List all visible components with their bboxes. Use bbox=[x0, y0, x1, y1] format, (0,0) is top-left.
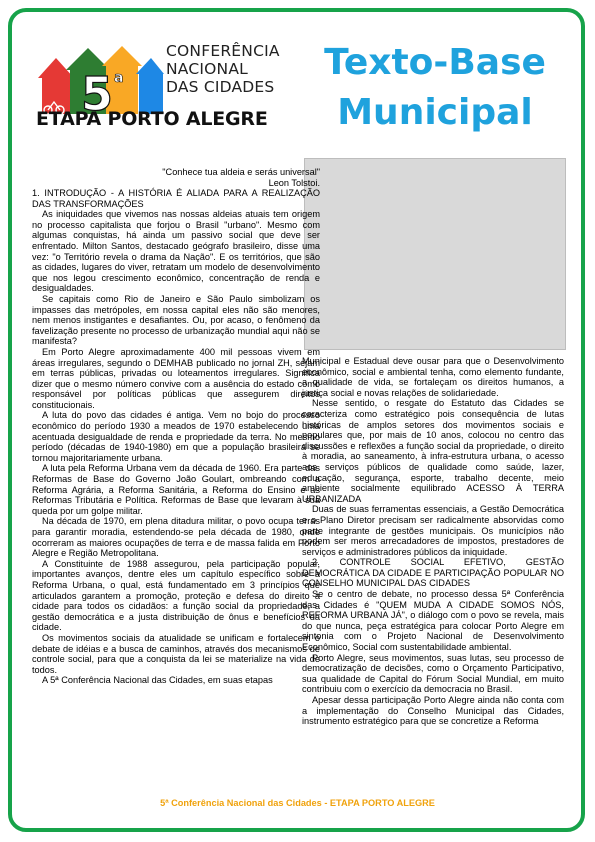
paragraph: A luta pela Reforma Urbana vem da década de 1960. Era parte das Reformas de Base do Governo João Goulart, ombreando com a Reforma Agrária, a Reforma Sanitária, a Reforma do Ensino e as Reformas Tributária e Política. Reformas de Base que levaram à sua queda por um golpe militar. bbox=[32, 463, 320, 516]
paragraph: Porto Alegre, seus movimentos, suas lutas, seu processo de democratização de decisões, como o Orçamento Participativo, sua qualidade de Capital do Fórum Social Mundial, em muito contribuiu com o exercício da democracia no Brasil. bbox=[302, 652, 564, 695]
paragraph: A 5ª Conferência Nacional das Cidades, em suas etapas bbox=[42, 675, 273, 686]
logo-number-suffix: a bbox=[114, 70, 124, 86]
logo-number: 5 bbox=[81, 67, 114, 121]
paragraph: As iniquidades que vivemos nas nossas aldeias atuais tem origem no processo capitalista que forjou o Brasil "urbano". Mesmo com algumas conquistas, há ainda um passivo social que deve ser enfrentado. Milton Santos, destacado geógrafo brasileiro, disse uma vez: "o Território revela o drama da Nação". E os territórios, que são as cidades, lugares do viver, retratam um modelo de desenvolvimento que nos legou crescimento econômico, concentração de renda e desigualdades. bbox=[32, 209, 320, 294]
conference-name bbox=[166, 42, 280, 96]
text-column-right bbox=[302, 356, 564, 727]
epigraph bbox=[40, 167, 320, 188]
text-column-left bbox=[32, 188, 320, 686]
etapa-label: ETAPA PORTO ALEGRE bbox=[36, 108, 268, 130]
paragraph: A Constituinte de 1988 assegurou, pela participação popular, importantes avanços, dentre eles um capítulo específico sobre a Reforma Urbana, o qual, está fundamentado em 3 princípios que articulados garantem a promoção, proteção e defesa do direito à cidade para todos os cidadãos: a função social da propriedade, a gestão democrática e a justa distribuição de ônus e benefícios da cidade. bbox=[32, 558, 320, 633]
conference-name-line2: NACIONAL bbox=[166, 60, 248, 78]
conference-logo bbox=[36, 40, 296, 140]
paragraph: Os movimentos sociais da atualidade se unificam e fortalecem o debate de idéias e a busca de caminhos, através dos mecanismos de controle social, para que a conquista da lei se materialize na vida de todos. bbox=[32, 632, 320, 675]
paragraph: Se o centro de debate, no processo dessa 5ª Conferência das Cidades é "QUEM MUDA A CIDADE SOMOS NÓS, REFORMA URBANA JÁ", o diálogo com o povo se revela, mais do que nunca, peça estratégica para colocar Porto Alegre em sintonia com o Projeto Nacional de Desenvolvimento Econômico, Social com sustentabilidade ambiental. bbox=[302, 589, 564, 653]
city-photo bbox=[304, 158, 566, 350]
paragraph: Apesar dessa participação Porto Alegre ainda não conta com a implementação do Conselho Municipal das Cidades, instrumento estratégico para que se concretize a Reforma bbox=[302, 695, 564, 727]
paragraph: Municipal e Estadual deve ousar para que o Desenvolvimento econômico, social e ambiental tenha, como elemento fundante, a qualidade de vida, se fortaleçam os direitos humanos, a justiça social e novas relações de solidariedade. bbox=[302, 356, 564, 398]
page-title bbox=[300, 38, 570, 138]
conference-name-line3: DAS CIDADES bbox=[166, 78, 275, 96]
paragraph: Nesse sentido, o resgate do Estatuto das Cidades se caracteriza como estratégico pois consequência de lutas históricas de amplos setores dos movimentos sociais e populares que, por mais de 10 anos, colocou no centro das discussões e reflexões a função social da propriedade, o direito à moradia, ao saneamento, à infra-estrutura urbana, o acesso aos serviços públicos de qualidade como saúde, lazer, educação, segurança, esporte, trabalho decente, meio ambiente socialmente equilibrado ACESSO À TERRA URBANIZADA bbox=[302, 398, 564, 504]
footer-text: 5ª Conferência Nacional das Cidades - ETAPA PORTO ALEGRE bbox=[160, 798, 435, 808]
epigraph-author: Leon Tolstoi. bbox=[268, 177, 320, 188]
epigraph-text: "Conhece tua aldeia e serás universal" bbox=[162, 167, 320, 177]
conference-name-line1: CONFERÊNCIA bbox=[166, 42, 280, 60]
paragraph: Na década de 1970, em plena ditadura militar, o povo ocupa terras para garantir moradia, estendendo-se pela década de 1980, onde ocorreram as maiores ocupações de terra e de massa falida em Porto Alegre e Região Metropolitana. bbox=[32, 516, 320, 559]
paragraph: Se capitais como Rio de Janeiro e São Paulo simbolizam os impasses das metrópoles, em nossa capital eles não são menores, nem menos instigantes e desafiantes. Ou, por acaso, o fenômeno da favelização presente no processo de urbanização mundial aqui não se manifesta? bbox=[32, 293, 320, 347]
paragraph: Em Porto Alegre aproximadamente 400 mil pessoas vivem em áreas irregulares, segundo o DEMHAB publicado no jornal ZH, sejam em terras públicas, privadas ou loteamentos irregulares. Significa dizer que o mesmo número convive com a ausência do estado como responsável por políticas públicas que assegurem direitos constitucionais. bbox=[32, 346, 320, 410]
title-line1: Texto-Base bbox=[324, 42, 546, 83]
title-line2: Municipal bbox=[337, 92, 533, 133]
section-heading: 2. CONTROLE SOCIAL EFETIVO, GESTÃO DEMOCRÁTICA DA CIDADE E PARTICIPAÇÃO POPULAR NO CONSELHO MUNICIPAL DAS CIDADES bbox=[302, 557, 564, 589]
paragraph: Duas de suas ferramentas essenciais, a Gestão Democrática e o Plano Diretor precisam ser radicalmente absorvidas como parte integrante de gestões municipais. Os municípios não podem ser meros arrecadadores de impostos, prestadores de serviços e administradores públicos da iniquidade. bbox=[302, 504, 564, 557]
section-heading: 1. INTRODUÇÃO - A HISTÓRIA É ALIADA PARA A REALIZAÇÃO DAS TRANSFORMAÇÕES bbox=[32, 188, 320, 209]
paragraph: A luta do povo das cidades é antiga. Vem no bojo do processo econômico do período 1930 a meados de 1970 estabelecendo uma acentuada desigualdade de renda e propriedade da terra. No mesmo período (décadas de 1940-1980) em que a população brasileira se tornou majoritariamente urbana. bbox=[32, 410, 320, 463]
